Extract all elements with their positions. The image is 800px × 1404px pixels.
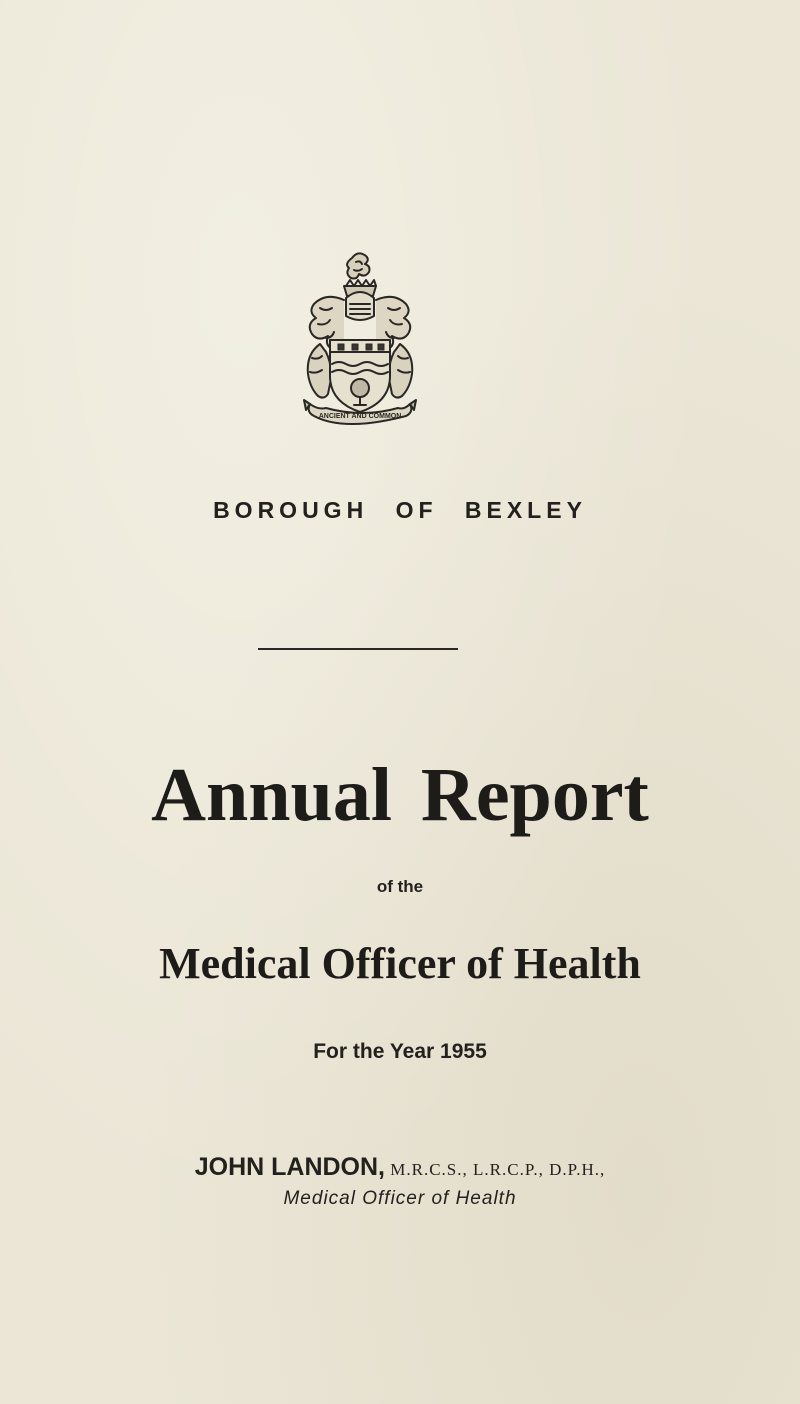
crest-motto: ANCIENT AND COMMON	[318, 413, 402, 420]
of-the-connector: of the	[376, 877, 424, 896]
author-line	[0, 1153, 800, 1182]
author-qualifications: M.R.C.S., L.R.C.P., D.P.H.,	[385, 1160, 606, 1179]
borough-name: BOROUGH OF BEXLEY	[213, 497, 587, 523]
report-subtitle: Medical Officer of Health	[159, 939, 641, 988]
divider-rule	[258, 648, 458, 650]
coat-of-arms-icon	[290, 248, 430, 438]
report-title: Annual Report	[151, 753, 649, 837]
report-year: For the Year 1955	[313, 1040, 487, 1063]
author-role: Medical Officer of Health	[283, 1188, 517, 1209]
author-name: JOHN LANDON,	[194, 1153, 386, 1181]
